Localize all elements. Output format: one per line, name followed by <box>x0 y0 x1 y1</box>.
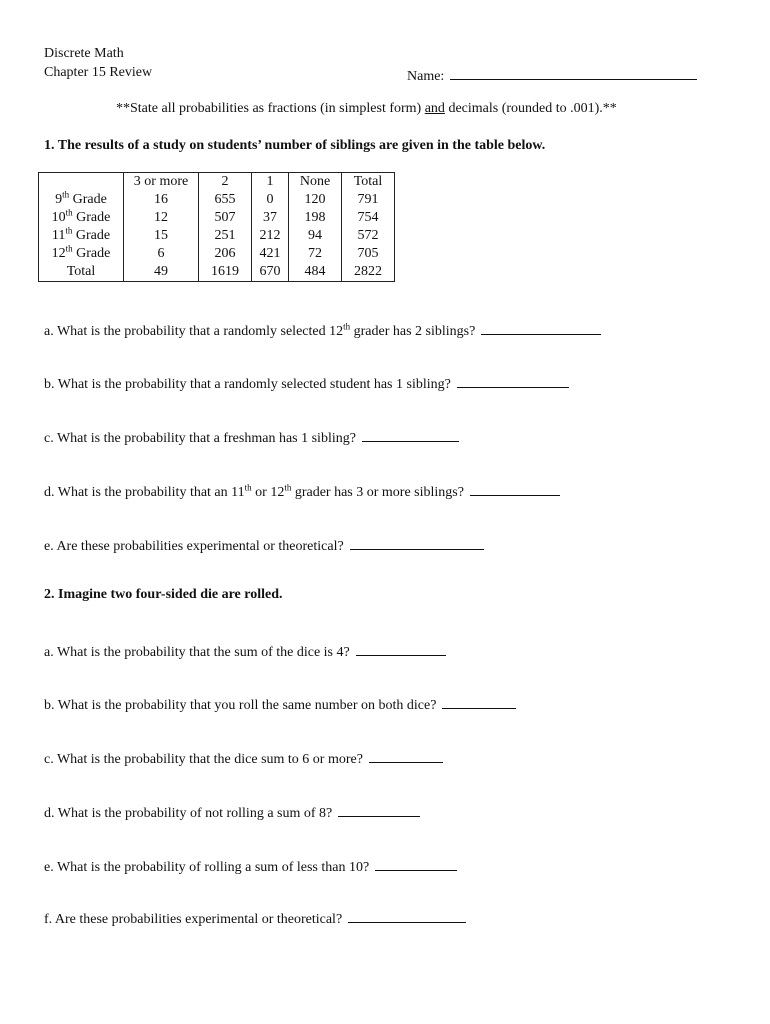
table-header-cell <box>39 173 124 192</box>
question-1b: b. What is the probability that a randomly selected student has 1 sibling? <box>44 373 569 393</box>
table-cell: 421 <box>252 245 289 263</box>
table-cell: 705 <box>342 245 395 263</box>
siblings-table <box>38 172 395 282</box>
table-row <box>39 209 395 227</box>
table-header-cell: None <box>289 173 342 192</box>
answer-blank-1e[interactable] <box>350 535 484 550</box>
question-1c: c. What is the probability that a freshman has 1 sibling? <box>44 427 459 447</box>
answer-blank-2b[interactable] <box>442 694 516 709</box>
table-row <box>39 191 395 209</box>
table-cell: 16 <box>124 191 199 209</box>
answer-blank-1a[interactable] <box>481 320 601 335</box>
question-1d: d. What is the probability that an 11th or 12th grader has 3 or more siblings? <box>44 481 560 501</box>
course-title: Discrete Math <box>44 46 124 61</box>
answer-blank-2d[interactable] <box>338 802 420 817</box>
question-1a: a. What is the probability that a randomly selected 12th grader has 2 siblings? <box>44 320 601 340</box>
table-header-cell: 3 or more <box>124 173 199 192</box>
row-label: 12th Grade <box>39 245 124 263</box>
instructions: **State all probabilities as fractions (in simplest form) and decimals (rounded to .001).** <box>116 101 617 116</box>
table-cell: 6 <box>124 245 199 263</box>
table-cell: 198 <box>289 209 342 227</box>
question-1-title: 1. The results of a study on students’ number of siblings are given in the table below. <box>44 138 546 153</box>
question-2a: a. What is the probability that the sum of the dice is 4? <box>44 641 446 661</box>
chapter-title: Chapter 15 Review <box>44 65 153 80</box>
table-cell: 655 <box>199 191 252 209</box>
table-cell: 1619 <box>199 263 252 282</box>
name-label: Name: <box>407 69 445 84</box>
table-cell: 251 <box>199 227 252 245</box>
name-field[interactable] <box>407 65 697 85</box>
table-total-row <box>39 263 395 282</box>
question-2e: e. What is the probability of rolling a sum of less than 10? <box>44 856 457 876</box>
table-cell: 212 <box>252 227 289 245</box>
answer-blank-2c[interactable] <box>369 748 443 763</box>
table-cell: 206 <box>199 245 252 263</box>
name-blank[interactable] <box>450 65 697 80</box>
answer-blank-2e[interactable] <box>375 856 457 871</box>
answer-blank-2a[interactable] <box>356 641 446 656</box>
row-label: 10th Grade <box>39 209 124 227</box>
table-header-cell: Total <box>342 173 395 192</box>
row-label: 11th Grade <box>39 227 124 245</box>
table-cell: 670 <box>252 263 289 282</box>
answer-blank-2f[interactable] <box>348 908 466 923</box>
question-1e: e. Are these probabilities experimental or theoretical? <box>44 535 484 555</box>
row-label: Total <box>39 263 124 282</box>
table-cell: 484 <box>289 263 342 282</box>
table-cell: 791 <box>342 191 395 209</box>
answer-blank-1d[interactable] <box>470 481 560 496</box>
table-cell: 0 <box>252 191 289 209</box>
table-cell: 572 <box>342 227 395 245</box>
row-label: 9th Grade <box>39 191 124 209</box>
question-2-title: 2. Imagine two four-sided die are rolled. <box>44 587 283 602</box>
answer-blank-1b[interactable] <box>457 373 569 388</box>
table-cell: 15 <box>124 227 199 245</box>
table-header-cell: 2 <box>199 173 252 192</box>
table-header-row <box>39 173 395 192</box>
table-cell: 37 <box>252 209 289 227</box>
table-cell: 2822 <box>342 263 395 282</box>
table-row <box>39 245 395 263</box>
table-cell: 754 <box>342 209 395 227</box>
answer-blank-1c[interactable] <box>362 427 459 442</box>
question-2c: c. What is the probability that the dice sum to 6 or more? <box>44 748 443 768</box>
table-cell: 94 <box>289 227 342 245</box>
question-2d: d. What is the probability of not rolling a sum of 8? <box>44 802 420 822</box>
table-cell: 120 <box>289 191 342 209</box>
table-header-cell: 1 <box>252 173 289 192</box>
table-cell: 72 <box>289 245 342 263</box>
table-cell: 12 <box>124 209 199 227</box>
instructions-underlined: and <box>424 101 445 116</box>
question-2f: f. Are these probabilities experimental or theoretical? <box>44 908 466 928</box>
table-cell: 507 <box>199 209 252 227</box>
table-cell: 49 <box>124 263 199 282</box>
question-2b: b. What is the probability that you roll the same number on both dice? <box>44 694 516 714</box>
table-row <box>39 227 395 245</box>
